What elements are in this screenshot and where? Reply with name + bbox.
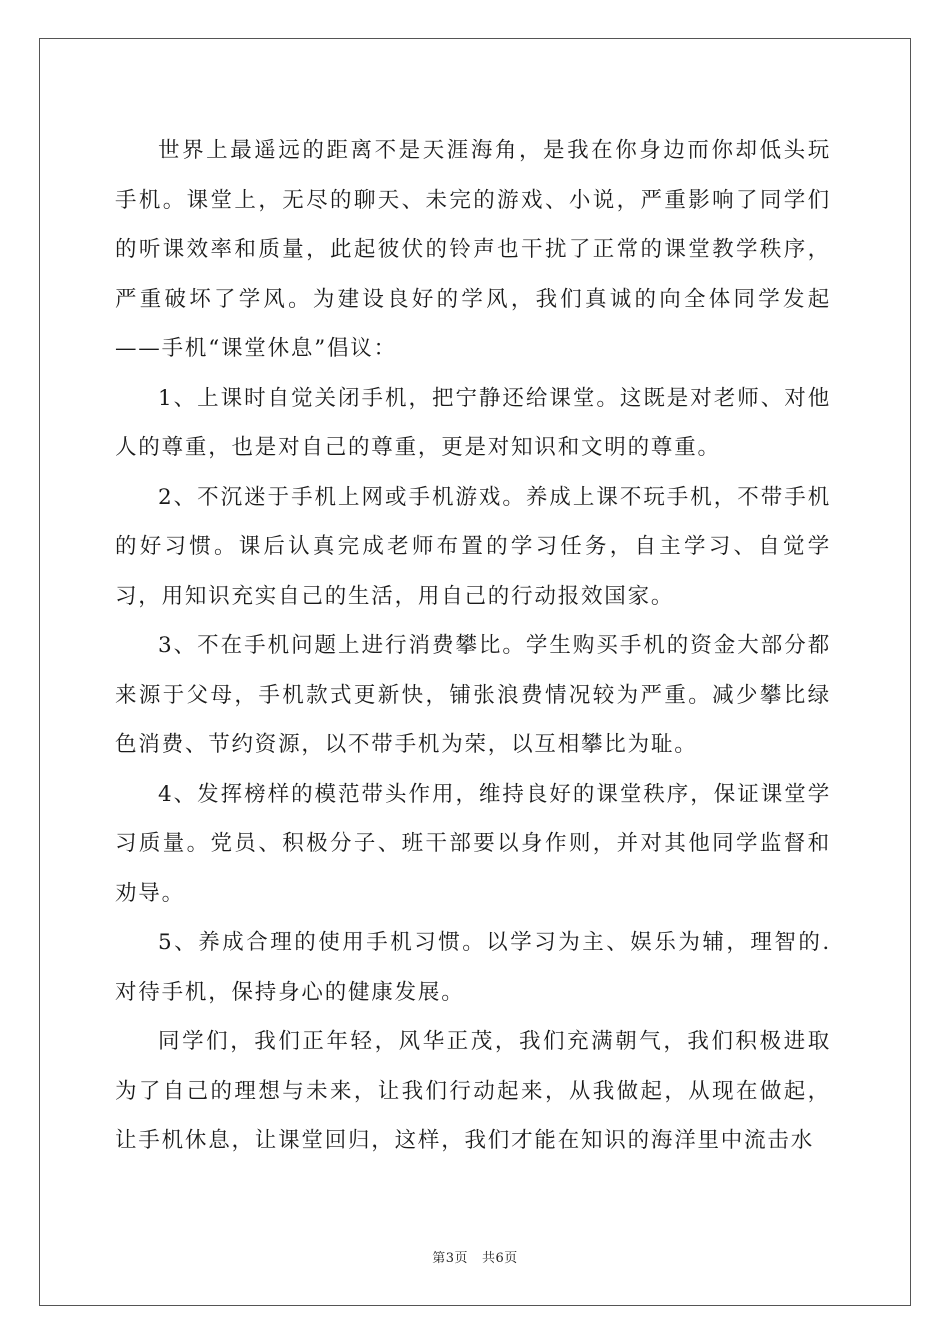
paragraph-item-3: 3、不在手机问题上进行消费攀比。学生购买手机的资金大部分都来源于父母，手机款式更新快，铺张浪费情况较为严重。减少攀比绿色消费、节约资源，以不带手机为荣，以互相攀比为耻。 bbox=[115, 633, 831, 757]
page-footer bbox=[0, 1247, 950, 1266]
page-number: 第3页 bbox=[432, 1251, 468, 1266]
paragraph-item-5: 5、养成合理的使用手机习惯。以学习为主、娱乐为辅，理智的.对待手机，保持身心的健康发展。 bbox=[115, 930, 831, 1005]
paragraph-item-1: 1、上课时自觉关闭手机，把宁静还给课堂。这既是对老师、对他人的尊重，也是对自己的尊重，更是对知识和文明的尊重。 bbox=[115, 385, 831, 460]
document-body bbox=[115, 126, 831, 1166]
paragraph-item-4: 4、发挥榜样的模范带头作用，维持良好的课堂秩序，保证课堂学习质量。党员、积极分子、班干部要以身作则，并对其他同学监督和劝导。 bbox=[115, 781, 831, 906]
paragraph-item-2: 2、不沉迷于手机上网或手机游戏。养成上课不玩手机，不带手机的好习惯。课后认真完成老师布置的学习任务，自主学习、自觉学习，用知识充实自己的生活，用自己的行动报效国家。 bbox=[115, 484, 831, 609]
paragraph-intro: 世界上最遥远的距离不是天涯海角，是我在你身边而你却低头玩手机。课堂上，无尽的聊天、未完的游戏、小说，严重影响了同学们的听课效率和质量，此起彼伏的铃声也干扰了正常的课堂教学秩序，严重破坏了学风。为建设良好的学风，我们真诚的向全体同学发起——手机“课堂休息”倡议： bbox=[115, 138, 831, 361]
paragraph-closing: 同学们，我们正年轻，风华正茂，我们充满朝气，我们积极进取为了自己的理想与未来，让我们行动起来，从我做起，从现在做起，让手机休息，让课堂回归，这样，我们才能在知识的海洋里中流击水 bbox=[115, 1029, 831, 1153]
page-total: 共6页 bbox=[482, 1251, 518, 1266]
